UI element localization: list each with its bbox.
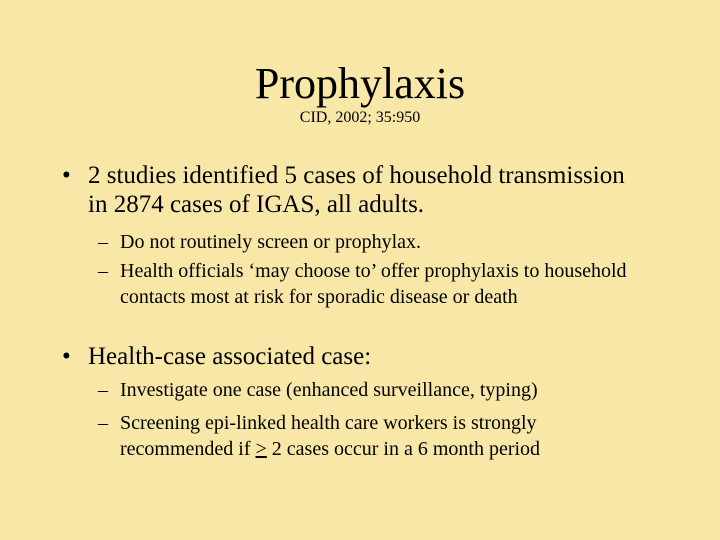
sub-bullet-1-2-text: Health officials ‘may choose to’ offer prophylaxis to household contacts most at risk for sporadic disease or death xyxy=(120,260,627,308)
sub-bullet-2-2-text-after: 2 cases occur in a 6 month period xyxy=(271,438,541,460)
dash-icon: – xyxy=(98,260,108,282)
bullet-icon: • xyxy=(62,162,71,189)
bullet-1-text: 2 studies identified 5 cases of household transmission in 2874 cases of IGAS, all adults. xyxy=(88,162,625,218)
sub-bullet-2-1 xyxy=(98,377,680,403)
sub-bullet-2-2 xyxy=(98,410,645,462)
dash-icon: – xyxy=(98,231,108,253)
sub-bullet-2-1-text: Investigate one case (enhanced surveillance, typing) xyxy=(120,379,538,401)
bullet-1 xyxy=(62,161,648,219)
greater-equal-symbol: > xyxy=(255,438,267,460)
bullet-2 xyxy=(62,342,648,371)
sub-bullet-1-1 xyxy=(98,229,680,255)
dash-icon: – xyxy=(98,412,108,434)
bullet-2-text: Health-case associated case: xyxy=(88,343,372,370)
slide-citation: CID, 2002; 35:950 xyxy=(299,109,421,126)
sub-bullet-1-1-text: Do not routinely screen or prophylax. xyxy=(120,231,422,253)
dash-icon: – xyxy=(98,379,108,401)
slide-title: Prophylaxis xyxy=(254,59,466,108)
sub-bullet-1-2 xyxy=(98,258,665,310)
bullet-icon: • xyxy=(62,343,71,370)
sub-bullet-2-2-text-before: Screening epi-linked health care workers is strongly recommended if xyxy=(120,412,537,460)
